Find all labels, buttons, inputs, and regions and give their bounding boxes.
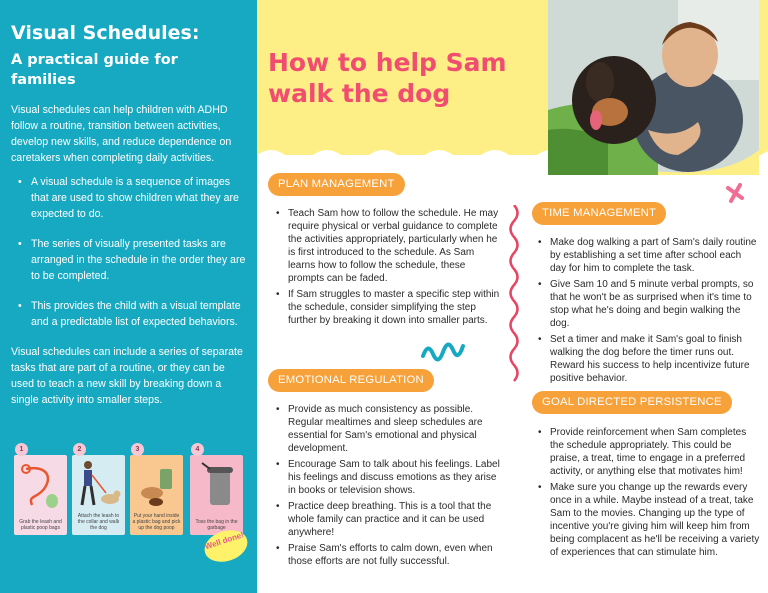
list-item: • Teach Sam how to follow the schedule. He may require physical or verbal guidance to complete the activities appropriately, particularly when he is first introduced to the schedule. As Sam learns how to follow the schedule, these prompts can be faded. — [288, 207, 500, 285]
emotional-regulation-heading: EMOTIONAL REGULATION — [268, 369, 434, 392]
step-caption: Attach the leash to the collar and walk the dog — [77, 513, 120, 531]
list-item: • Encourage Sam to talk about his feelings. Label his feelings and discuss emotions as they arise in books or television shows. — [288, 458, 500, 497]
garbage-can-icon — [190, 455, 243, 515]
plan-management-heading: PLAN MANAGEMENT — [268, 173, 405, 196]
pink-cross-decoration — [722, 180, 748, 206]
left-outro: Visual schedules can include a series of separate tasks that are part of a routine, or they can be used to teach a new skill by breaking down a single activity into smaller steps. — [11, 346, 243, 406]
photo-illustration — [548, 0, 759, 175]
left-subtitle: A practical guide for families — [11, 52, 178, 88]
step-number: 3 — [131, 443, 144, 456]
teal-squiggle-decoration — [420, 340, 466, 362]
list-item: • Give Sam 10 and 5 minute verbal prompts, so that he won't be as surprised when it's time to stop what he's doing and begin walking the dog. — [550, 278, 760, 330]
boy-with-dog-photo — [548, 0, 759, 175]
time-management-heading: TIME MANAGEMENT — [532, 202, 666, 225]
well-done-sticker: Well done! — [200, 525, 251, 567]
list-item: • Provide reinforcement when Sam completes the schedule appropriately. This could be praise, a treat, time to engage in a preferred activity, or anything else that motivates him! — [550, 426, 762, 478]
page-title: How to help Sam walk the dog — [268, 48, 507, 108]
list-item: • Make dog walking a part of Sam's daily routine by establishing a set time after school each day for him to complete the task. — [550, 236, 760, 275]
list-item: • Practice deep breathing. This is a tool that the whole family can practice and it can be used anywhere! — [288, 500, 500, 539]
emotional-regulation-list — [268, 403, 500, 571]
list-item: • Set a timer and make it Sam's goal to finish walking the dog before the timer runs out. Reward his success to help incentivize future positive behavior. — [550, 333, 760, 385]
left-bullet-list — [11, 174, 247, 330]
poop-bag-icon — [130, 455, 183, 515]
list-item: • Make sure you change up the rewards every once in a while. Maybe instead of a treat, take Sam to the movies. Changing up the type of incentive you're giving him will keep him from being complacent as he'll be receiving a variety of experiences that can stimulate him. — [550, 481, 762, 559]
step-number: 1 — [15, 443, 28, 456]
time-management-list — [530, 236, 760, 388]
step-caption: Put your hand inside a plastic bag and pick up the dog poop — [132, 513, 181, 531]
list-item: • If Sam struggles to master a specific step within the schedule, consider simplifying the step further by breaking it down into smaller parts. — [288, 288, 500, 327]
list-item: • Praise Sam's efforts to calm down, even when those efforts are not fully successful. — [288, 542, 500, 568]
schedule-step-1 — [14, 455, 67, 535]
plan-management-list — [268, 207, 500, 330]
step-caption: Grab the leash and plastic poop bags — [19, 519, 62, 531]
step-number: 2 — [73, 443, 86, 456]
schedule-step-2 — [72, 455, 125, 535]
step-caption: Toss the bag in the garbage — [195, 519, 238, 531]
left-title: Visual Schedules: — [11, 22, 200, 44]
list-item: • This provides the child with a visual template and a predictable list of expected behaviors. — [31, 298, 247, 330]
leash-icon — [14, 455, 67, 515]
schedule-step-4 — [190, 455, 243, 535]
list-item: • The series of visually presented tasks are arranged in the schedule in the order they are to be completed. — [31, 236, 247, 284]
squiggle-divider — [505, 205, 523, 385]
goal-directed-persistence-list — [530, 426, 762, 562]
visual-schedule-strip — [14, 443, 246, 552]
list-item: • A visual schedule is a sequence of images that are used to show children what they are expected to do. — [31, 174, 247, 222]
walking-dog-icon — [72, 455, 125, 515]
list-item: • Provide as much consistency as possible. Regular mealtimes and sleep schedules are essential for Sam's emotional and physical development. — [288, 403, 500, 455]
step-number: 4 — [191, 443, 204, 456]
left-intro: Visual schedules can help children with ADHD follow a routine, transition between activities, develop new skills, and reduce dependence on caretakers when completing daily activities. — [11, 104, 232, 164]
goal-directed-persistence-heading: GOAL DIRECTED PERSISTENCE — [532, 391, 732, 414]
schedule-step-3 — [130, 455, 183, 535]
